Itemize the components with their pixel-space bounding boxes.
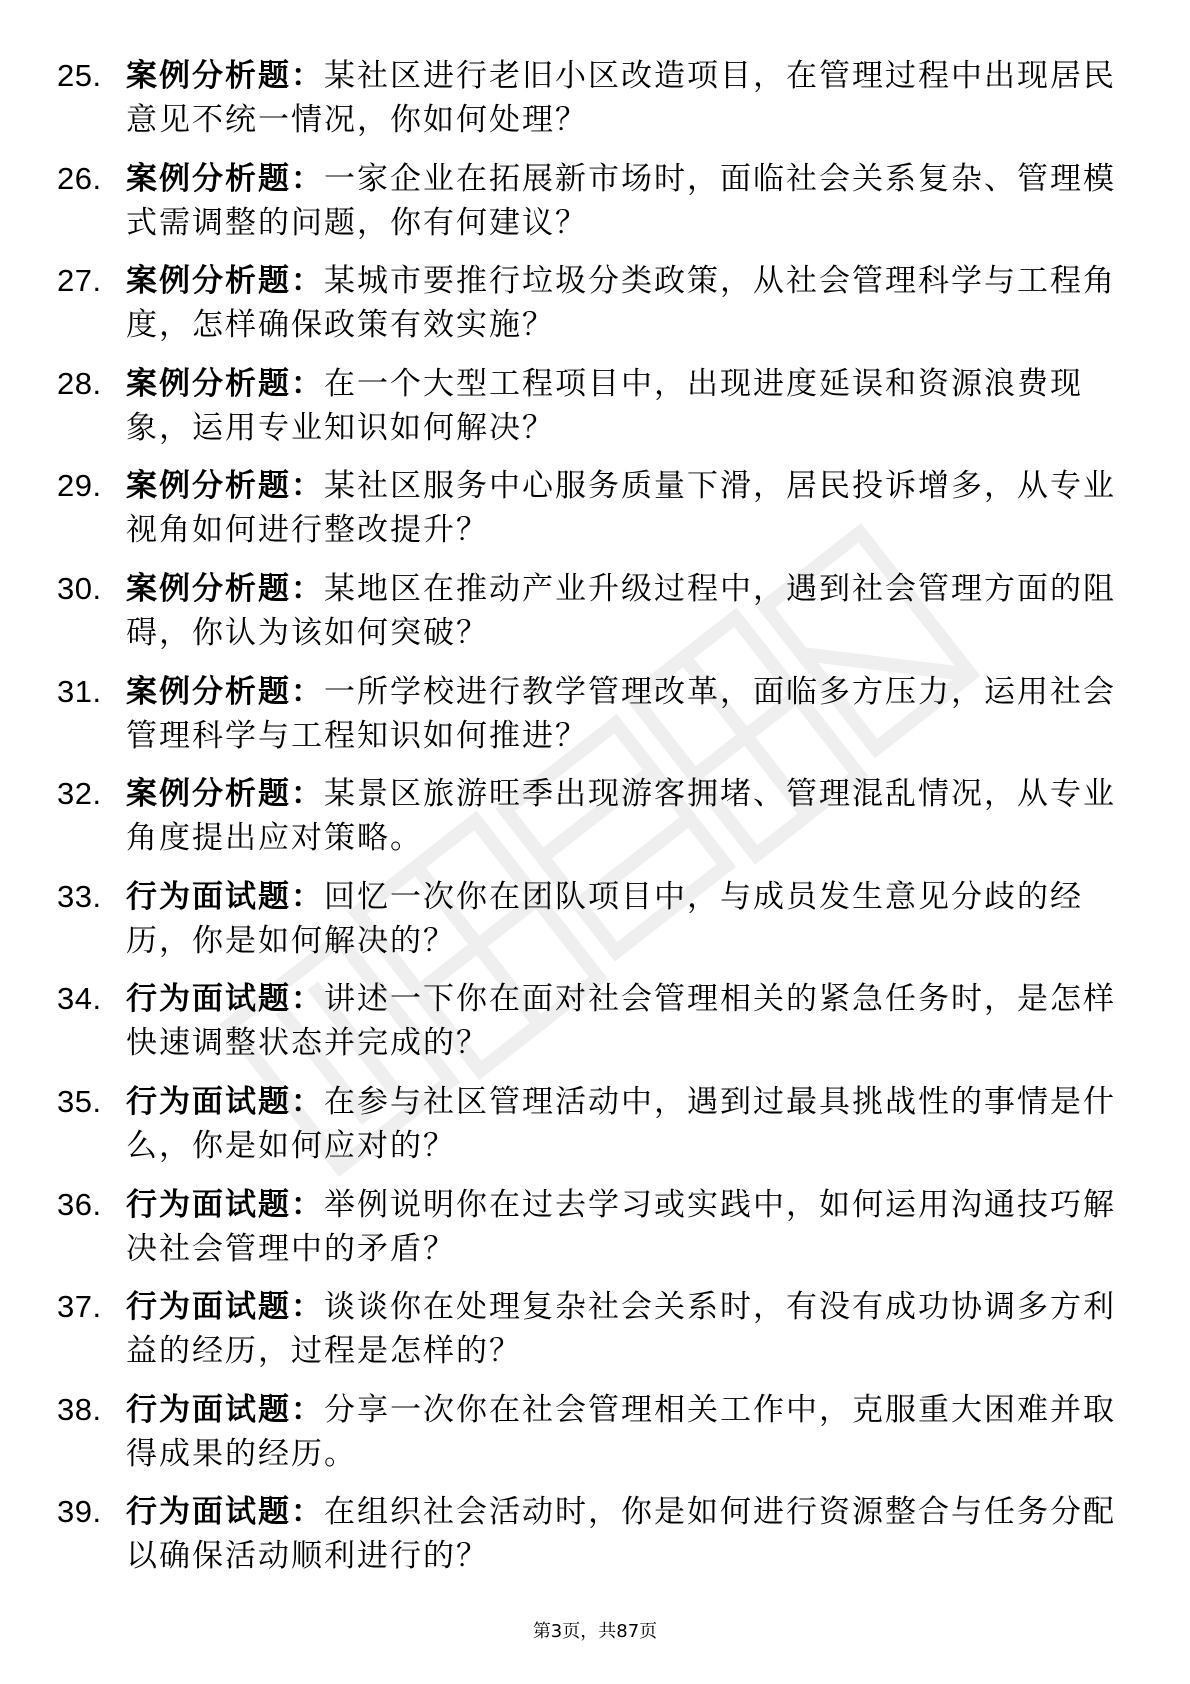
question-number: 27. [57, 263, 102, 299]
question-item [0, 48, 1190, 151]
question-list [0, 48, 1190, 1587]
question-number: 26. [57, 160, 102, 196]
question-body [126, 259, 1124, 347]
question-text: 在一个大型工程项目中，出现进度延误和资源浪费现象，运用专业知识如何解决？ [126, 365, 1083, 446]
question-number: 30. [57, 570, 102, 606]
question-text: 谈谈你在处理复杂社会关系时，有没有成功协调多方利益的经历，过程是怎样的？ [126, 1289, 1116, 1370]
question-item [0, 1177, 1190, 1280]
question-text: 某社区进行老旧小区改造项目，在管理过程中出现居民意见不统一情况，你如何处理？ [126, 58, 1116, 138]
question-number: 36. [57, 1186, 102, 1222]
question-item [0, 561, 1190, 664]
question-text: 举例说明你在过去学习或实践中，如何运用沟通技巧解决社会管理中的矛盾？ [126, 1186, 1116, 1267]
question-item [0, 1074, 1190, 1177]
question-text: 某地区在推动产业升级过程中，遇到社会管理方面的阻碍，你认为该如何突破？ [126, 570, 1116, 651]
question-text: 在组织社会活动时，你是如何进行资源整合与任务分配以确保活动顺利进行的？ [126, 1494, 1116, 1575]
question-type: 行为面试题： [126, 1186, 324, 1223]
question-type: 案例分析题： [126, 365, 324, 402]
question-item [0, 664, 1190, 767]
question-item [0, 971, 1190, 1074]
question-number: 37. [57, 1289, 102, 1325]
question-type: 案例分析题： [126, 673, 324, 710]
question-type: 案例分析题： [126, 58, 324, 94]
question-type: 案例分析题： [126, 776, 324, 813]
question-type: 行为面试题： [126, 1494, 324, 1531]
question-number: 28. [57, 365, 102, 401]
question-number: 25. [57, 58, 102, 93]
question-number: 39. [57, 1494, 102, 1530]
question-body [126, 1285, 1124, 1373]
question-text: 某景区旅游旺季出现游客拥堵、管理混乱情况，从专业角度提出应对策略。 [126, 776, 1116, 857]
question-text: 某社区服务中心服务质量下滑，居民投诉增多，从专业视角如何进行整改提升？ [126, 468, 1116, 549]
question-item [0, 253, 1190, 356]
question-body [126, 157, 1124, 245]
question-text: 一家企业在拓展新市场时，面临社会关系复杂、管理模式需调整的问题，你有何建议？ [126, 160, 1116, 241]
question-text: 在参与社区管理活动中，遇到过最具挑战性的事情是什么，你是如何应对的？ [126, 1083, 1116, 1164]
question-number: 33. [57, 878, 102, 914]
question-text: 分享一次你在社会管理相关工作中，克服重大困难并取得成果的经历。 [126, 1391, 1116, 1472]
question-type: 案例分析题： [126, 468, 324, 505]
question-item [0, 1484, 1190, 1587]
question-type: 案例分析题： [126, 263, 324, 300]
question-text: 讲述一下你在面对社会管理相关的紧急任务时，是怎样快速调整状态并完成的？ [126, 981, 1116, 1062]
question-body [126, 1388, 1124, 1476]
question-item [0, 356, 1190, 459]
question-item [0, 1279, 1190, 1382]
question-item [0, 151, 1190, 254]
question-item [0, 458, 1190, 561]
question-body [126, 772, 1124, 860]
question-item [0, 766, 1190, 869]
question-item [0, 1382, 1190, 1485]
question-type: 案例分析题： [126, 570, 324, 607]
question-text: 一所学校进行教学管理改革，面临多方压力，运用社会管理科学与工程知识如何推进？ [126, 673, 1116, 754]
question-number: 35. [57, 1083, 102, 1119]
page-number-footer: 第3页，共87页 [532, 1621, 658, 1642]
question-body [126, 875, 1124, 963]
question-type: 行为面试题： [126, 1083, 324, 1120]
question-body [126, 1490, 1124, 1578]
question-body [126, 464, 1124, 552]
question-type: 行为面试题： [126, 1391, 324, 1428]
question-type: 行为面试题： [126, 981, 324, 1018]
question-body [126, 1183, 1124, 1271]
question-item [0, 869, 1190, 972]
question-body [126, 977, 1124, 1065]
question-type: 行为面试题： [126, 878, 324, 915]
question-number: 29. [57, 468, 102, 504]
question-number: 34. [57, 981, 102, 1017]
question-body [126, 54, 1124, 142]
question-body [126, 670, 1124, 758]
question-type: 行为面试题： [126, 1289, 324, 1326]
question-type: 案例分析题： [126, 160, 324, 197]
question-body [126, 1080, 1124, 1168]
question-number: 31. [57, 673, 102, 709]
question-number: 32. [57, 776, 102, 812]
question-number: 38. [57, 1391, 102, 1427]
question-body [126, 567, 1124, 655]
question-text: 某城市要推行垃圾分类政策，从社会管理科学与工程角度，怎样确保政策有效实施？ [126, 263, 1116, 344]
question-text: 回忆一次你在团队项目中，与成员发生意见分歧的经历，你是如何解决的？ [126, 878, 1083, 959]
question-body [126, 362, 1124, 450]
